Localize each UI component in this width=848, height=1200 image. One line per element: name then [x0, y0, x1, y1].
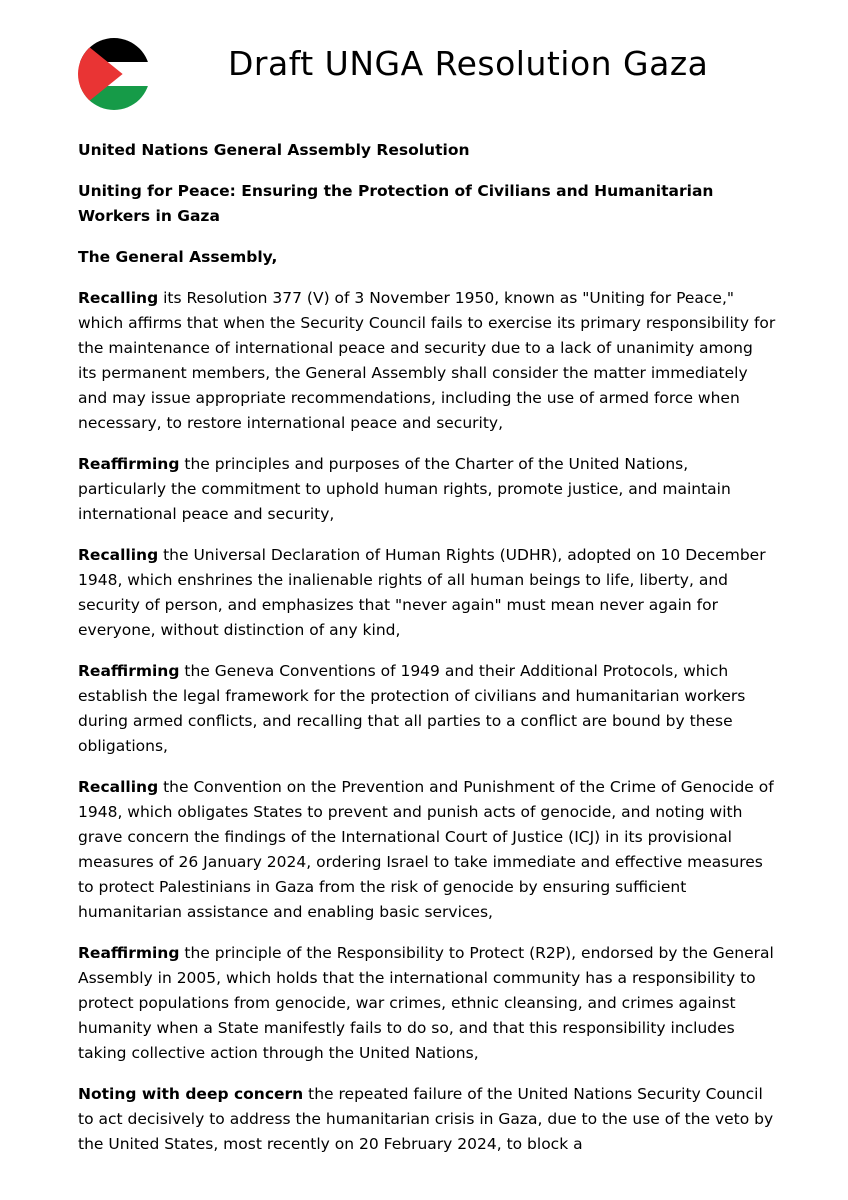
palestine-flag-icon — [78, 38, 150, 110]
preambular-clause-1 — [78, 286, 776, 436]
preambular-clause-2 — [78, 452, 776, 527]
document-body — [78, 138, 776, 1173]
preambular-clause-7 — [78, 1082, 776, 1157]
clause-text: the repeated failure of the United Nations Security Council to act decisively to address the humanitarian crisis in Gaza, due to the use of the veto by the United States, most recently on 20 February 2024, to block a — [78, 1085, 774, 1153]
clause-text: the principle of the Responsibility to Protect (R2P), endorsed by the General Assembly in 2005, which holds that the international community has a responsibility to protect populations from genocide, war crimes, ethnic cleansing, and crimes against humanity when a State manifestly fails to do so, and that this responsibility includes taking collective action through the United Nations, — [78, 944, 774, 1062]
clause-lead: Recalling — [78, 778, 159, 796]
clause-text: the Universal Declaration of Human Rights (UDHR), adopted on 10 December 1948, which enshrines the inalienable rights of all human beings to life, liberty, and security of person, and emphasizes that "never again" must mean never again for everyone, without distinction of any kind, — [78, 546, 766, 639]
document-heading: United Nations General Assembly Resolution — [78, 141, 470, 159]
preambular-clause-3 — [78, 543, 776, 643]
clause-lead: Reaffirming — [78, 455, 180, 473]
clause-lead: Reaffirming — [78, 944, 180, 962]
clause-lead: Recalling — [78, 289, 159, 307]
resolution-title: Uniting for Peace: Ensuring the Protection of Civilians and Humanitarian Workers in Gaza — [78, 182, 714, 225]
preamble-opening: The General Assembly, — [78, 248, 278, 266]
clause-lead: Noting with deep concern — [78, 1085, 304, 1103]
page-title: Draft UNGA Resolution Gaza — [228, 44, 709, 83]
clause-lead: Recalling — [78, 546, 159, 564]
clause-text: its Resolution 377 (V) of 3 November 1950, known as "Uniting for Peace," which affirms that when the Security Council fails to exercise its primary responsibility for the maintenance of international peace and security due to a lack of unanimity among its permanent members, the General Assembly shall consider the matter immediately and may issue appropriate recommendations, including the use of armed force when necessary, to restore international peace and security, — [78, 289, 776, 432]
clause-text: the Convention on the Prevention and Punishment of the Crime of Genocide of 1948, which obligates States to prevent and punish acts of genocide, and noting with grave concern the findings of the International Court of Justice (ICJ) in its provisional measures of 26 January 2024, ordering Israel to take immediate and effective measures to protect Palestinians in Gaza from the risk of genocide by ensuring sufficient humanitarian assistance and enabling basic services, — [78, 778, 774, 921]
clause-text: the principles and purposes of the Charter of the United Nations, particularly the commitment to uphold human rights, promote justice, and maintain international peace and security, — [78, 455, 731, 523]
preambular-clause-5 — [78, 775, 776, 925]
preambular-clause-6 — [78, 941, 776, 1066]
preambular-clause-4 — [78, 659, 776, 759]
clause-lead: Reaffirming — [78, 662, 180, 680]
clause-text: the Geneva Conventions of 1949 and their Additional Protocols, which establish the legal framework for the protection of civilians and humanitarian workers during armed conflicts, and recalling that all parties to a conflict are bound by these obligations, — [78, 662, 746, 755]
document-header — [0, 0, 848, 120]
